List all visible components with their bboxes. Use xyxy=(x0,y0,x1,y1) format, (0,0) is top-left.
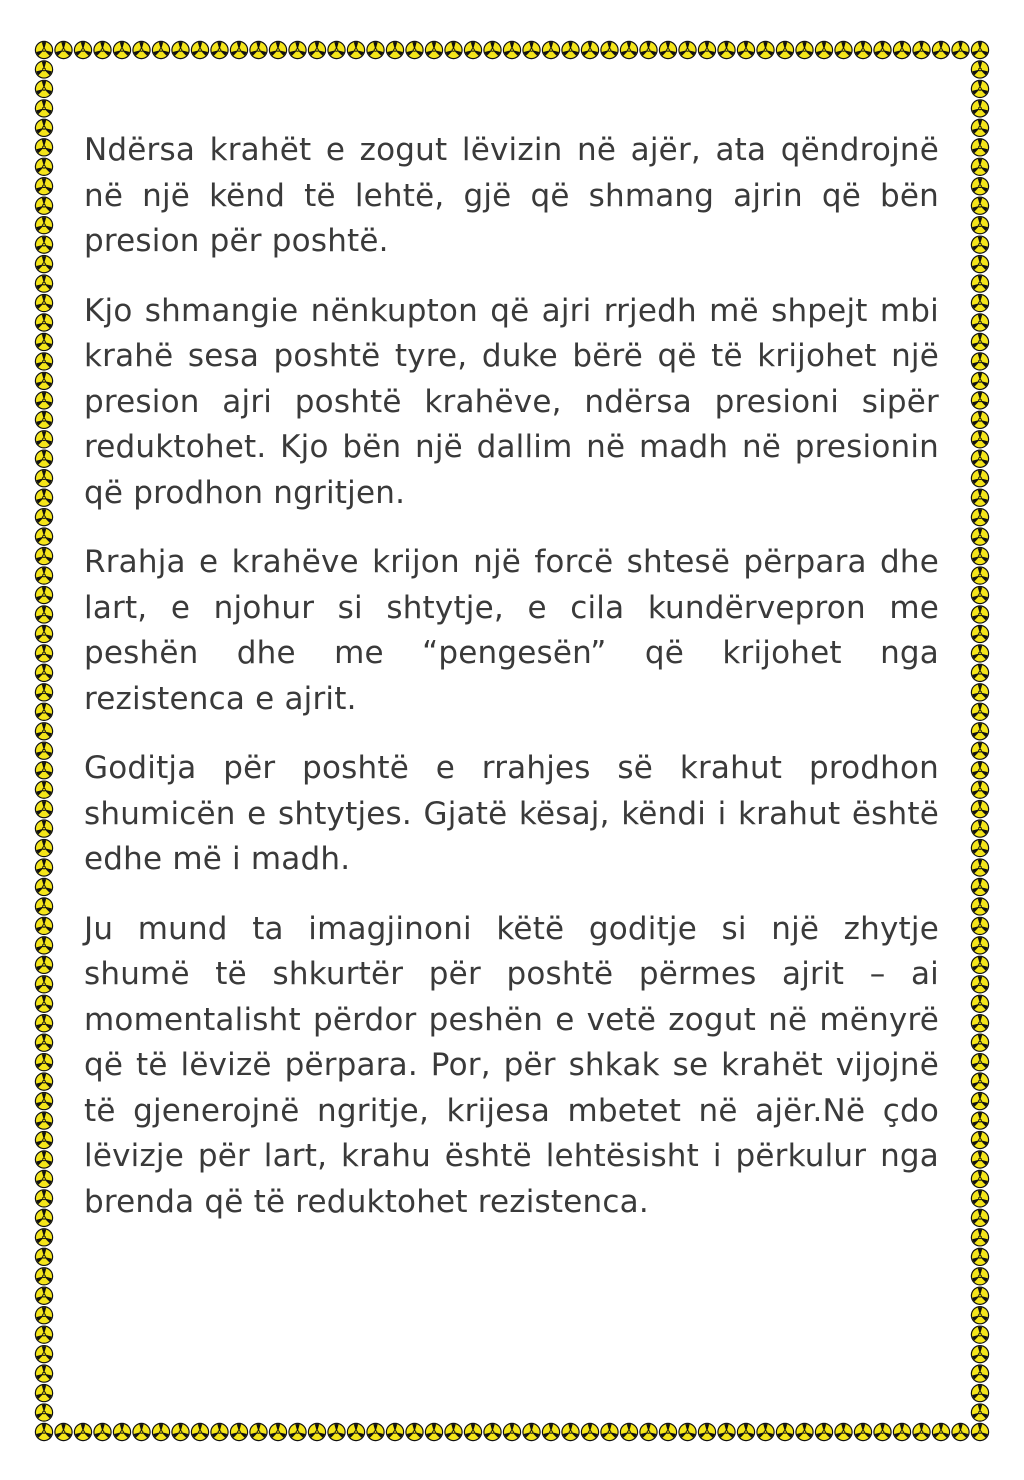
radiation-icon xyxy=(35,566,53,584)
radiation-icon xyxy=(35,294,53,312)
radiation-icon xyxy=(971,177,989,195)
radiation-icon xyxy=(327,1423,345,1441)
radiation-icon xyxy=(971,1034,989,1052)
radiation-icon xyxy=(405,1423,423,1441)
radiation-icon xyxy=(971,897,989,915)
radiation-icon xyxy=(35,1111,53,1129)
radiation-icon xyxy=(113,1423,131,1441)
radiation-icon xyxy=(35,1423,53,1441)
radiation-icon xyxy=(35,1364,53,1382)
radiation-icon xyxy=(35,430,53,448)
radiation-icon xyxy=(35,1072,53,1090)
radiation-icon xyxy=(152,41,170,59)
radiation-icon xyxy=(269,41,287,59)
radiation-icon xyxy=(971,586,989,604)
radiation-icon xyxy=(971,1170,989,1188)
radiation-icon xyxy=(971,41,989,59)
radiation-icon xyxy=(971,527,989,545)
radiation-icon xyxy=(971,664,989,682)
radiation-icon xyxy=(35,819,53,837)
radiation-icon xyxy=(756,1423,774,1441)
radiation-icon xyxy=(581,41,599,59)
radiation-icon xyxy=(35,858,53,876)
radiation-icon xyxy=(971,742,989,760)
radiation-icon xyxy=(620,1423,638,1441)
radiation-icon xyxy=(971,372,989,390)
radiation-icon xyxy=(171,41,189,59)
radiation-icon xyxy=(971,1287,989,1305)
radiation-icon xyxy=(971,508,989,526)
radiation-icon xyxy=(35,975,53,993)
radiation-icon xyxy=(35,897,53,915)
paragraph-2: Kjo shmangie nënkupton që ajri rrjedh më shpejt mbi krahë sesa poshtë tyre, duke bërë që të krijohet një presion ajri poshtë krahëve, ndërsa presioni sipër reduktohet. Kjo bën një dallim në madh në presionin që prodhon ngritjen. xyxy=(84,292,939,511)
radiation-icon xyxy=(971,1072,989,1090)
radiation-icon xyxy=(503,1423,521,1441)
radiation-icon xyxy=(308,1423,326,1441)
radiation-icon xyxy=(971,722,989,740)
radiation-icon xyxy=(678,41,696,59)
radiation-icon xyxy=(815,1423,833,1441)
radiation-icon xyxy=(737,41,755,59)
radiation-icon xyxy=(971,1209,989,1227)
radiation-icon xyxy=(971,430,989,448)
radiation-icon xyxy=(35,936,53,954)
radiation-icon xyxy=(971,333,989,351)
radiation-icon xyxy=(600,1423,618,1441)
radiation-icon xyxy=(35,527,53,545)
radiation-icon xyxy=(464,1423,482,1441)
radiation-icon xyxy=(35,1248,53,1266)
radiation-icon xyxy=(35,683,53,701)
radiation-icon xyxy=(971,60,989,78)
radiation-icon xyxy=(971,197,989,215)
radiation-icon xyxy=(698,41,716,59)
radiation-icon xyxy=(35,956,53,974)
radiation-icon xyxy=(971,1111,989,1129)
radiation-icon xyxy=(971,1189,989,1207)
radiation-icon xyxy=(35,1092,53,1110)
radiation-icon xyxy=(951,41,969,59)
radiation-icon xyxy=(152,1423,170,1441)
radiation-icon xyxy=(35,547,53,565)
radiation-icon xyxy=(971,80,989,98)
radiation-icon xyxy=(35,586,53,604)
radiation-icon xyxy=(35,1228,53,1246)
radiation-icon xyxy=(35,839,53,857)
radiation-icon xyxy=(288,41,306,59)
radiation-icon xyxy=(35,1403,53,1421)
radiation-icon xyxy=(327,41,345,59)
radiation-icon xyxy=(35,1053,53,1071)
radiation-icon xyxy=(834,41,852,59)
radiation-icon xyxy=(35,995,53,1013)
radiation-icon xyxy=(971,1053,989,1071)
radiation-icon xyxy=(971,975,989,993)
radiation-icon xyxy=(971,1092,989,1110)
radiation-icon xyxy=(35,235,53,253)
radiation-icon xyxy=(35,1189,53,1207)
radiation-icon xyxy=(35,450,53,468)
radiation-icon xyxy=(971,119,989,137)
radiation-icon xyxy=(35,1034,53,1052)
radiation-icon xyxy=(932,1423,950,1441)
radiation-icon xyxy=(35,1325,53,1343)
radiation-icon xyxy=(912,41,930,59)
radiation-icon xyxy=(347,1423,365,1441)
radiation-icon xyxy=(35,313,53,331)
radiation-icon xyxy=(971,819,989,837)
radiation-icon xyxy=(951,1423,969,1441)
radiation-icon xyxy=(132,41,150,59)
radiation-icon xyxy=(35,333,53,351)
radiation-icon xyxy=(971,352,989,370)
radiation-icon xyxy=(35,625,53,643)
radiation-icon xyxy=(971,255,989,273)
radiation-icon xyxy=(425,41,443,59)
radiation-icon xyxy=(971,566,989,584)
radiation-icon xyxy=(717,41,735,59)
radiation-icon xyxy=(171,1423,189,1441)
radiation-icon xyxy=(971,956,989,974)
radiation-icon xyxy=(971,625,989,643)
radiation-icon xyxy=(971,488,989,506)
radiation-icon xyxy=(893,41,911,59)
radiation-icon xyxy=(971,683,989,701)
radiation-icon xyxy=(717,1423,735,1441)
text-page xyxy=(84,128,939,1249)
radiation-icon xyxy=(35,469,53,487)
radiation-icon xyxy=(35,119,53,137)
radiation-icon xyxy=(873,41,891,59)
radiation-icon xyxy=(971,391,989,409)
radiation-icon xyxy=(678,1423,696,1441)
radiation-icon xyxy=(35,761,53,779)
radiation-icon xyxy=(971,450,989,468)
radiation-icon xyxy=(269,1423,287,1441)
radiation-icon xyxy=(971,1364,989,1382)
radiation-icon xyxy=(522,1423,540,1441)
radiation-icon xyxy=(600,41,618,59)
radiation-icon xyxy=(971,547,989,565)
radiation-icon xyxy=(35,917,53,935)
radiation-icon xyxy=(971,839,989,857)
radiation-icon xyxy=(971,158,989,176)
radiation-icon xyxy=(93,1423,111,1441)
radiation-icon xyxy=(971,644,989,662)
radiation-icon xyxy=(35,878,53,896)
radiation-icon xyxy=(35,664,53,682)
radiation-icon xyxy=(971,858,989,876)
radiation-icon xyxy=(971,99,989,117)
radiation-icon xyxy=(971,1014,989,1032)
radiation-icon xyxy=(639,1423,657,1441)
radiation-icon xyxy=(971,1325,989,1343)
paragraph-1: Ndërsa krahët e zogut lëvizin në ajër, ata qëndrojnë në një kënd të lehtë, gjë që shmang ajrin që bën presion për poshtë. xyxy=(84,132,939,259)
radiation-icon xyxy=(971,294,989,312)
radiation-icon xyxy=(834,1423,852,1441)
radiation-icon xyxy=(210,1423,228,1441)
radiation-icon xyxy=(35,1170,53,1188)
radiation-icon xyxy=(971,1306,989,1324)
radiation-icon xyxy=(93,41,111,59)
radiation-icon xyxy=(776,41,794,59)
radiation-icon xyxy=(230,41,248,59)
radiation-icon xyxy=(971,1228,989,1246)
radiation-icon xyxy=(35,1131,53,1149)
radiation-icon xyxy=(815,41,833,59)
radiation-icon xyxy=(971,800,989,818)
radiation-icon xyxy=(35,411,53,429)
radiation-icon xyxy=(35,1306,53,1324)
radiation-icon xyxy=(971,780,989,798)
radiation-icon xyxy=(795,1423,813,1441)
radiation-icon xyxy=(971,469,989,487)
radiation-icon xyxy=(230,1423,248,1441)
radiation-icon xyxy=(620,41,638,59)
radiation-icon xyxy=(971,411,989,429)
radiation-icon xyxy=(35,80,53,98)
radiation-icon xyxy=(74,1423,92,1441)
radiation-icon xyxy=(659,1423,677,1441)
radiation-icon xyxy=(873,1423,891,1441)
radiation-icon xyxy=(971,936,989,954)
radiation-icon xyxy=(366,1423,384,1441)
radiation-icon xyxy=(971,235,989,253)
radiation-icon xyxy=(35,742,53,760)
radiation-icon xyxy=(561,1423,579,1441)
radiation-icon xyxy=(971,995,989,1013)
radiation-icon xyxy=(35,644,53,662)
radiation-icon xyxy=(795,41,813,59)
radiation-icon xyxy=(35,372,53,390)
radiation-icon xyxy=(698,1423,716,1441)
radiation-icon xyxy=(35,158,53,176)
paragraph-3: Rrahja e krahëve krijon një forcë shtesë përpara dhe lart, e njohur si shtytje, e cila kundërvepron me peshën dhe me “pengesën” që krijohet nga rezistenca e ajrit. xyxy=(84,544,939,717)
radiation-icon xyxy=(971,917,989,935)
radiation-icon xyxy=(35,41,53,59)
radiation-icon xyxy=(35,99,53,117)
radiation-icon xyxy=(35,1384,53,1402)
radiation-icon xyxy=(386,1423,404,1441)
radiation-icon xyxy=(971,1403,989,1421)
radiation-icon xyxy=(347,41,365,59)
radiation-icon xyxy=(912,1423,930,1441)
radiation-icon xyxy=(308,41,326,59)
radiation-icon xyxy=(35,722,53,740)
radiation-icon xyxy=(932,41,950,59)
radiation-icon xyxy=(971,605,989,623)
radiation-icon xyxy=(35,197,53,215)
radiation-icon xyxy=(542,1423,560,1441)
radiation-icon xyxy=(35,1209,53,1227)
radiation-icon xyxy=(854,41,872,59)
radiation-icon xyxy=(561,41,579,59)
radiation-icon xyxy=(444,41,462,59)
radiation-icon xyxy=(464,41,482,59)
radiation-icon xyxy=(503,41,521,59)
radiation-icon xyxy=(35,508,53,526)
radiation-icon xyxy=(971,1423,989,1441)
radiation-icon xyxy=(971,878,989,896)
radiation-icon xyxy=(444,1423,462,1441)
radiation-icon xyxy=(35,1267,53,1285)
radiation-icon xyxy=(776,1423,794,1441)
radiation-icon xyxy=(971,216,989,234)
radiation-icon xyxy=(659,41,677,59)
radiation-icon xyxy=(971,703,989,721)
radiation-icon xyxy=(971,1131,989,1149)
radiation-icon xyxy=(191,1423,209,1441)
radiation-icon xyxy=(35,352,53,370)
radiation-icon xyxy=(35,1345,53,1363)
radiation-icon xyxy=(35,780,53,798)
radiation-icon xyxy=(971,1248,989,1266)
radiation-icon xyxy=(35,216,53,234)
radiation-icon xyxy=(35,177,53,195)
radiation-icon xyxy=(425,1423,443,1441)
radiation-icon xyxy=(249,41,267,59)
radiation-icon xyxy=(35,391,53,409)
radiation-icon xyxy=(737,1423,755,1441)
radiation-icon xyxy=(971,274,989,292)
radiation-icon xyxy=(35,703,53,721)
radiation-icon xyxy=(35,138,53,156)
radiation-icon xyxy=(35,488,53,506)
radiation-icon xyxy=(581,1423,599,1441)
radiation-icon xyxy=(542,41,560,59)
radiation-icon xyxy=(366,41,384,59)
radiation-icon xyxy=(639,41,657,59)
paragraph-4: Goditja për poshtë e rrahjes së krahut prodhon shumicën e shtytjes. Gjatë kësaj, këndi i krahut është edhe më i madh. xyxy=(84,750,939,877)
radiation-icon xyxy=(971,1345,989,1363)
radiation-icon xyxy=(35,274,53,292)
radiation-icon xyxy=(54,1423,72,1441)
radiation-icon xyxy=(971,138,989,156)
radiation-icon xyxy=(249,1423,267,1441)
radiation-icon xyxy=(971,761,989,779)
radiation-icon xyxy=(35,255,53,273)
paragraph-5: Ju mund ta imagjinoni këtë goditje si një zhytje shumë të shkurtër për poshtë përmes ajrit – ai momentalisht përdor peshën e vetë zogut në mënyrë që të lëvizë përpara. Por, për shkak se krahët vijojnë të gjenerojnë ngritje, krijesa mbetet në ajër.Në çdo lëvizje për lart, krahu është lehtësisht i përkulur nga brenda që të reduktohet rezistenca. xyxy=(84,910,939,1220)
radiation-icon xyxy=(35,1150,53,1168)
radiation-icon xyxy=(483,1423,501,1441)
radiation-icon xyxy=(54,41,72,59)
radiation-icon xyxy=(971,1384,989,1402)
radiation-icon xyxy=(210,41,228,59)
radiation-icon xyxy=(971,1150,989,1168)
radiation-icon xyxy=(35,800,53,818)
radiation-icon xyxy=(35,60,53,78)
radiation-icon xyxy=(756,41,774,59)
radiation-icon xyxy=(35,1287,53,1305)
radiation-icon xyxy=(191,41,209,59)
radiation-icon xyxy=(386,41,404,59)
radiation-icon xyxy=(35,1014,53,1032)
radiation-icon xyxy=(405,41,423,59)
radiation-icon xyxy=(483,41,501,59)
radiation-icon xyxy=(522,41,540,59)
radiation-icon xyxy=(854,1423,872,1441)
radiation-icon xyxy=(35,605,53,623)
radiation-icon xyxy=(132,1423,150,1441)
radiation-icon xyxy=(971,1267,989,1285)
radiation-icon xyxy=(288,1423,306,1441)
radiation-icon xyxy=(971,313,989,331)
radiation-icon xyxy=(74,41,92,59)
radiation-icon xyxy=(113,41,131,59)
radiation-icon xyxy=(893,1423,911,1441)
